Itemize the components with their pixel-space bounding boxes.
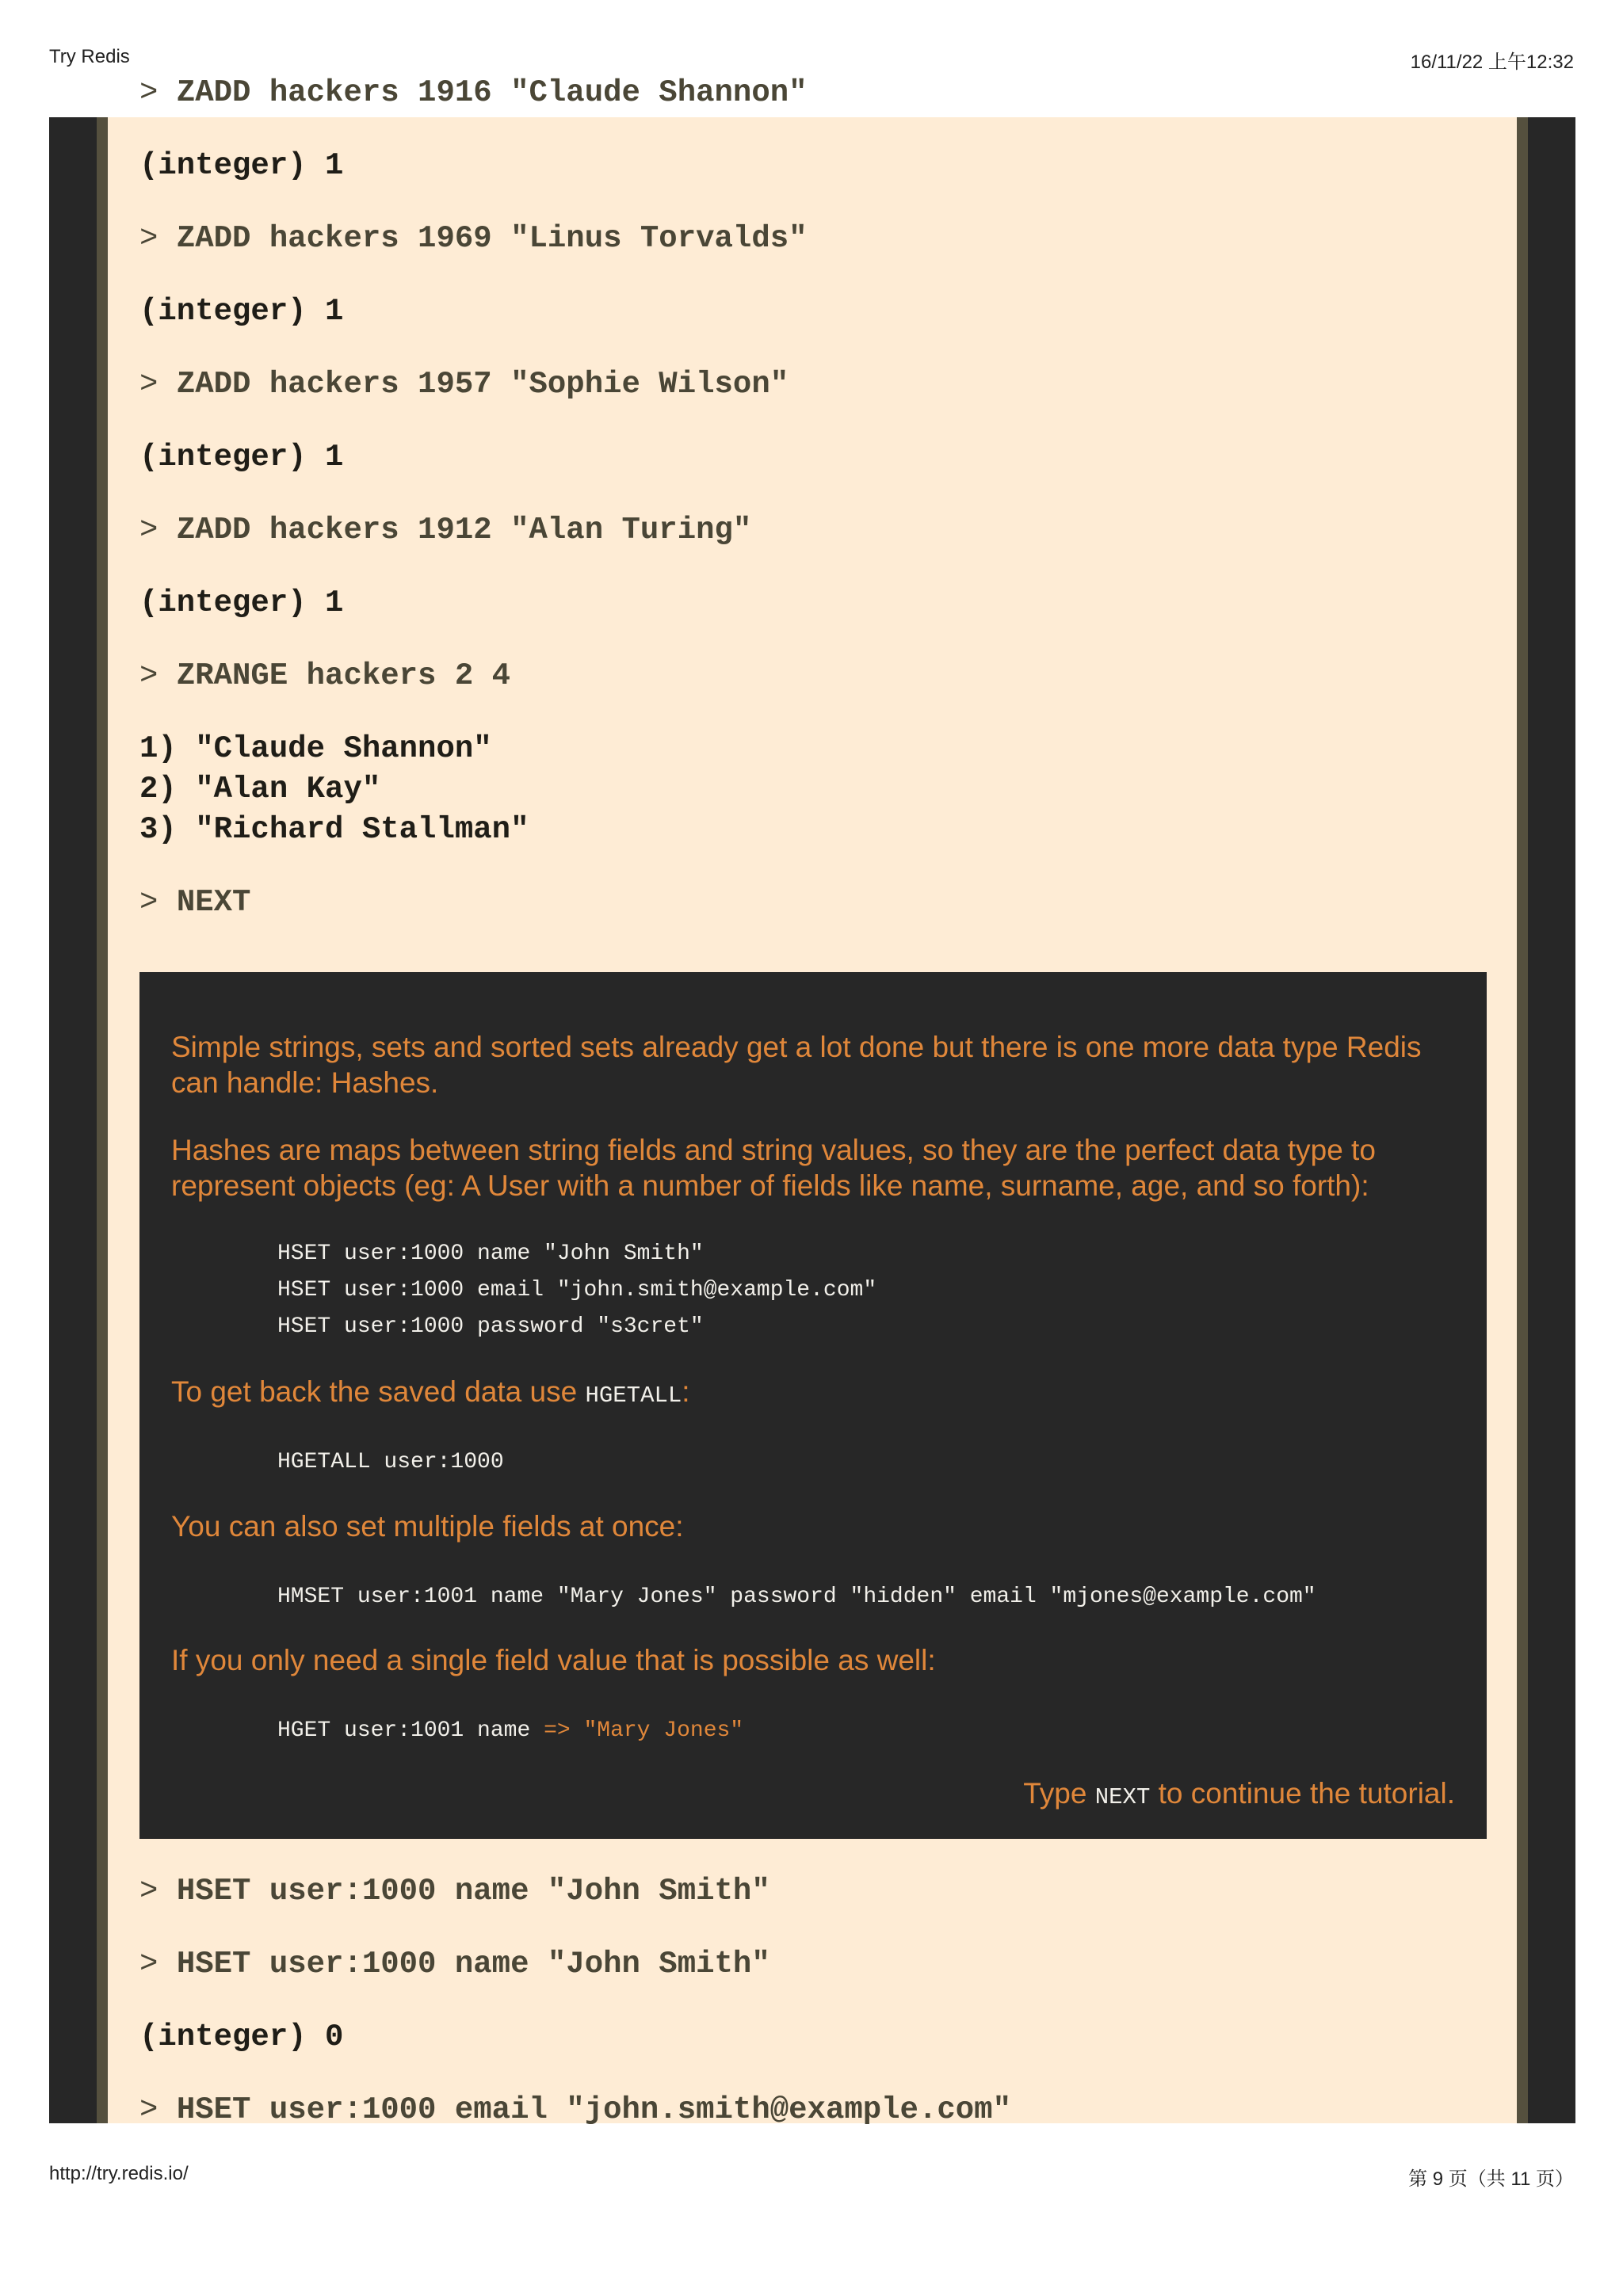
console-history-before bbox=[139, 73, 1487, 923]
console-frame bbox=[97, 75, 1528, 2127]
console-command-line bbox=[139, 2090, 1487, 2130]
prompt-symbol: > bbox=[139, 75, 158, 110]
prompt-symbol: > bbox=[139, 1874, 158, 1909]
command-text: HSET user:1000 email "john.smith@example.com" bbox=[176, 2092, 1011, 2127]
console-command-line bbox=[139, 1871, 1487, 1912]
console-history-after bbox=[139, 1871, 1487, 2130]
prompt-symbol: > bbox=[139, 221, 158, 256]
console-command-line bbox=[139, 510, 1487, 551]
tutorial-code-line: HSET user:1000 password "s3cret" bbox=[277, 1314, 704, 1339]
tutorial-paragraph: Simple strings, sets and sorted sets already get a lot done but there is one more data type Redis can handle: Hashes. bbox=[171, 1031, 1422, 1099]
browser-viewport bbox=[49, 75, 1575, 2127]
print-header bbox=[49, 46, 1574, 73]
command-text: ZADD hackers 1969 "Linus Torvalds" bbox=[176, 221, 808, 256]
console-command-line bbox=[139, 656, 1487, 696]
print-datetime: 16/11/22 上午12:32 bbox=[1410, 51, 1574, 73]
command-text: ZRANGE hackers 2 4 bbox=[176, 658, 511, 693]
page-number: 第 9 页（共 11 页） bbox=[1408, 2168, 1574, 2190]
tutorial-code-line: HSET user:1000 email "john.smith@example.com" bbox=[277, 1278, 877, 1302]
tutorial-code-line: HGETALL user:1000 bbox=[277, 1450, 504, 1474]
tutorial-code-line: HSET user:1000 name "John Smith" bbox=[277, 1241, 704, 1266]
zrange-result-item: 3) "Richard Stallman" bbox=[139, 812, 529, 847]
console-command-line bbox=[139, 883, 1487, 923]
prompt-symbol: > bbox=[139, 2092, 158, 2127]
command-text: NEXT bbox=[176, 885, 251, 920]
inline-code: HGETALL bbox=[585, 1383, 682, 1409]
inline-code: NEXT bbox=[1094, 1784, 1151, 1810]
next-hint: Type NEXT to continue the tutorial. bbox=[1023, 1777, 1455, 1810]
command-text: ZADD hackers 1957 "Sophie Wilson" bbox=[176, 367, 789, 402]
command-text: HSET user:1000 name "John Smith" bbox=[176, 1947, 770, 1981]
tutorial-paragraph: If you only need a single field value that is possible as well: bbox=[171, 1644, 936, 1676]
code-result: => "Mary Jones" bbox=[544, 1718, 744, 1743]
command-text: ZADD hackers 1916 "Claude Shannon" bbox=[176, 75, 808, 110]
console-result-line: (integer) 1 bbox=[139, 148, 344, 183]
tutorial-panel bbox=[139, 972, 1487, 1839]
command-text: HSET user:1000 name "John Smith" bbox=[176, 1874, 770, 1909]
tutorial-code-line: HMSET user:1001 name "Mary Jones" password "hidden" email "mjones@example.com" bbox=[277, 1585, 1316, 1609]
print-footer bbox=[49, 2163, 1574, 2190]
console-result-line: (integer) 1 bbox=[139, 294, 344, 329]
tutorial-code-line: HGET user:1001 name => "Mary Jones" bbox=[277, 1718, 744, 1743]
console-command-line bbox=[139, 364, 1487, 405]
console-command-line bbox=[139, 1944, 1487, 1985]
console-result-line: (integer) 0 bbox=[139, 2019, 344, 2054]
tutorial-paragraph: To get back the saved data use HGETALL: bbox=[171, 1375, 690, 1409]
zrange-result-item: 1) "Claude Shannon" bbox=[139, 731, 492, 766]
tutorial-paragraph: Hashes are maps between string fields and string values, so they are the perfect data type to represent objects (eg: A User with a number of fields like name, surname, age, and so forth): bbox=[171, 1134, 1376, 1202]
console-result-line: (integer) 1 bbox=[139, 440, 344, 475]
prompt-symbol: > bbox=[139, 885, 158, 920]
prompt-symbol: > bbox=[139, 658, 158, 693]
console-command-line bbox=[139, 219, 1487, 259]
prompt-symbol: > bbox=[139, 1947, 158, 1981]
console-result-line: (integer) 1 bbox=[139, 585, 344, 620]
prompt-symbol: > bbox=[139, 367, 158, 402]
console-output[interactable] bbox=[108, 75, 1517, 2127]
console-command-line bbox=[139, 73, 1487, 113]
command-text: ZADD hackers 1912 "Alan Turing" bbox=[176, 513, 752, 547]
page-title: Try Redis bbox=[49, 46, 130, 67]
tutorial-paragraph: You can also set multiple fields at once: bbox=[171, 1510, 684, 1543]
prompt-symbol: > bbox=[139, 513, 158, 547]
zrange-result-item: 2) "Alan Kay" bbox=[139, 772, 381, 807]
page-url: http://try.redis.io/ bbox=[49, 2163, 189, 2184]
